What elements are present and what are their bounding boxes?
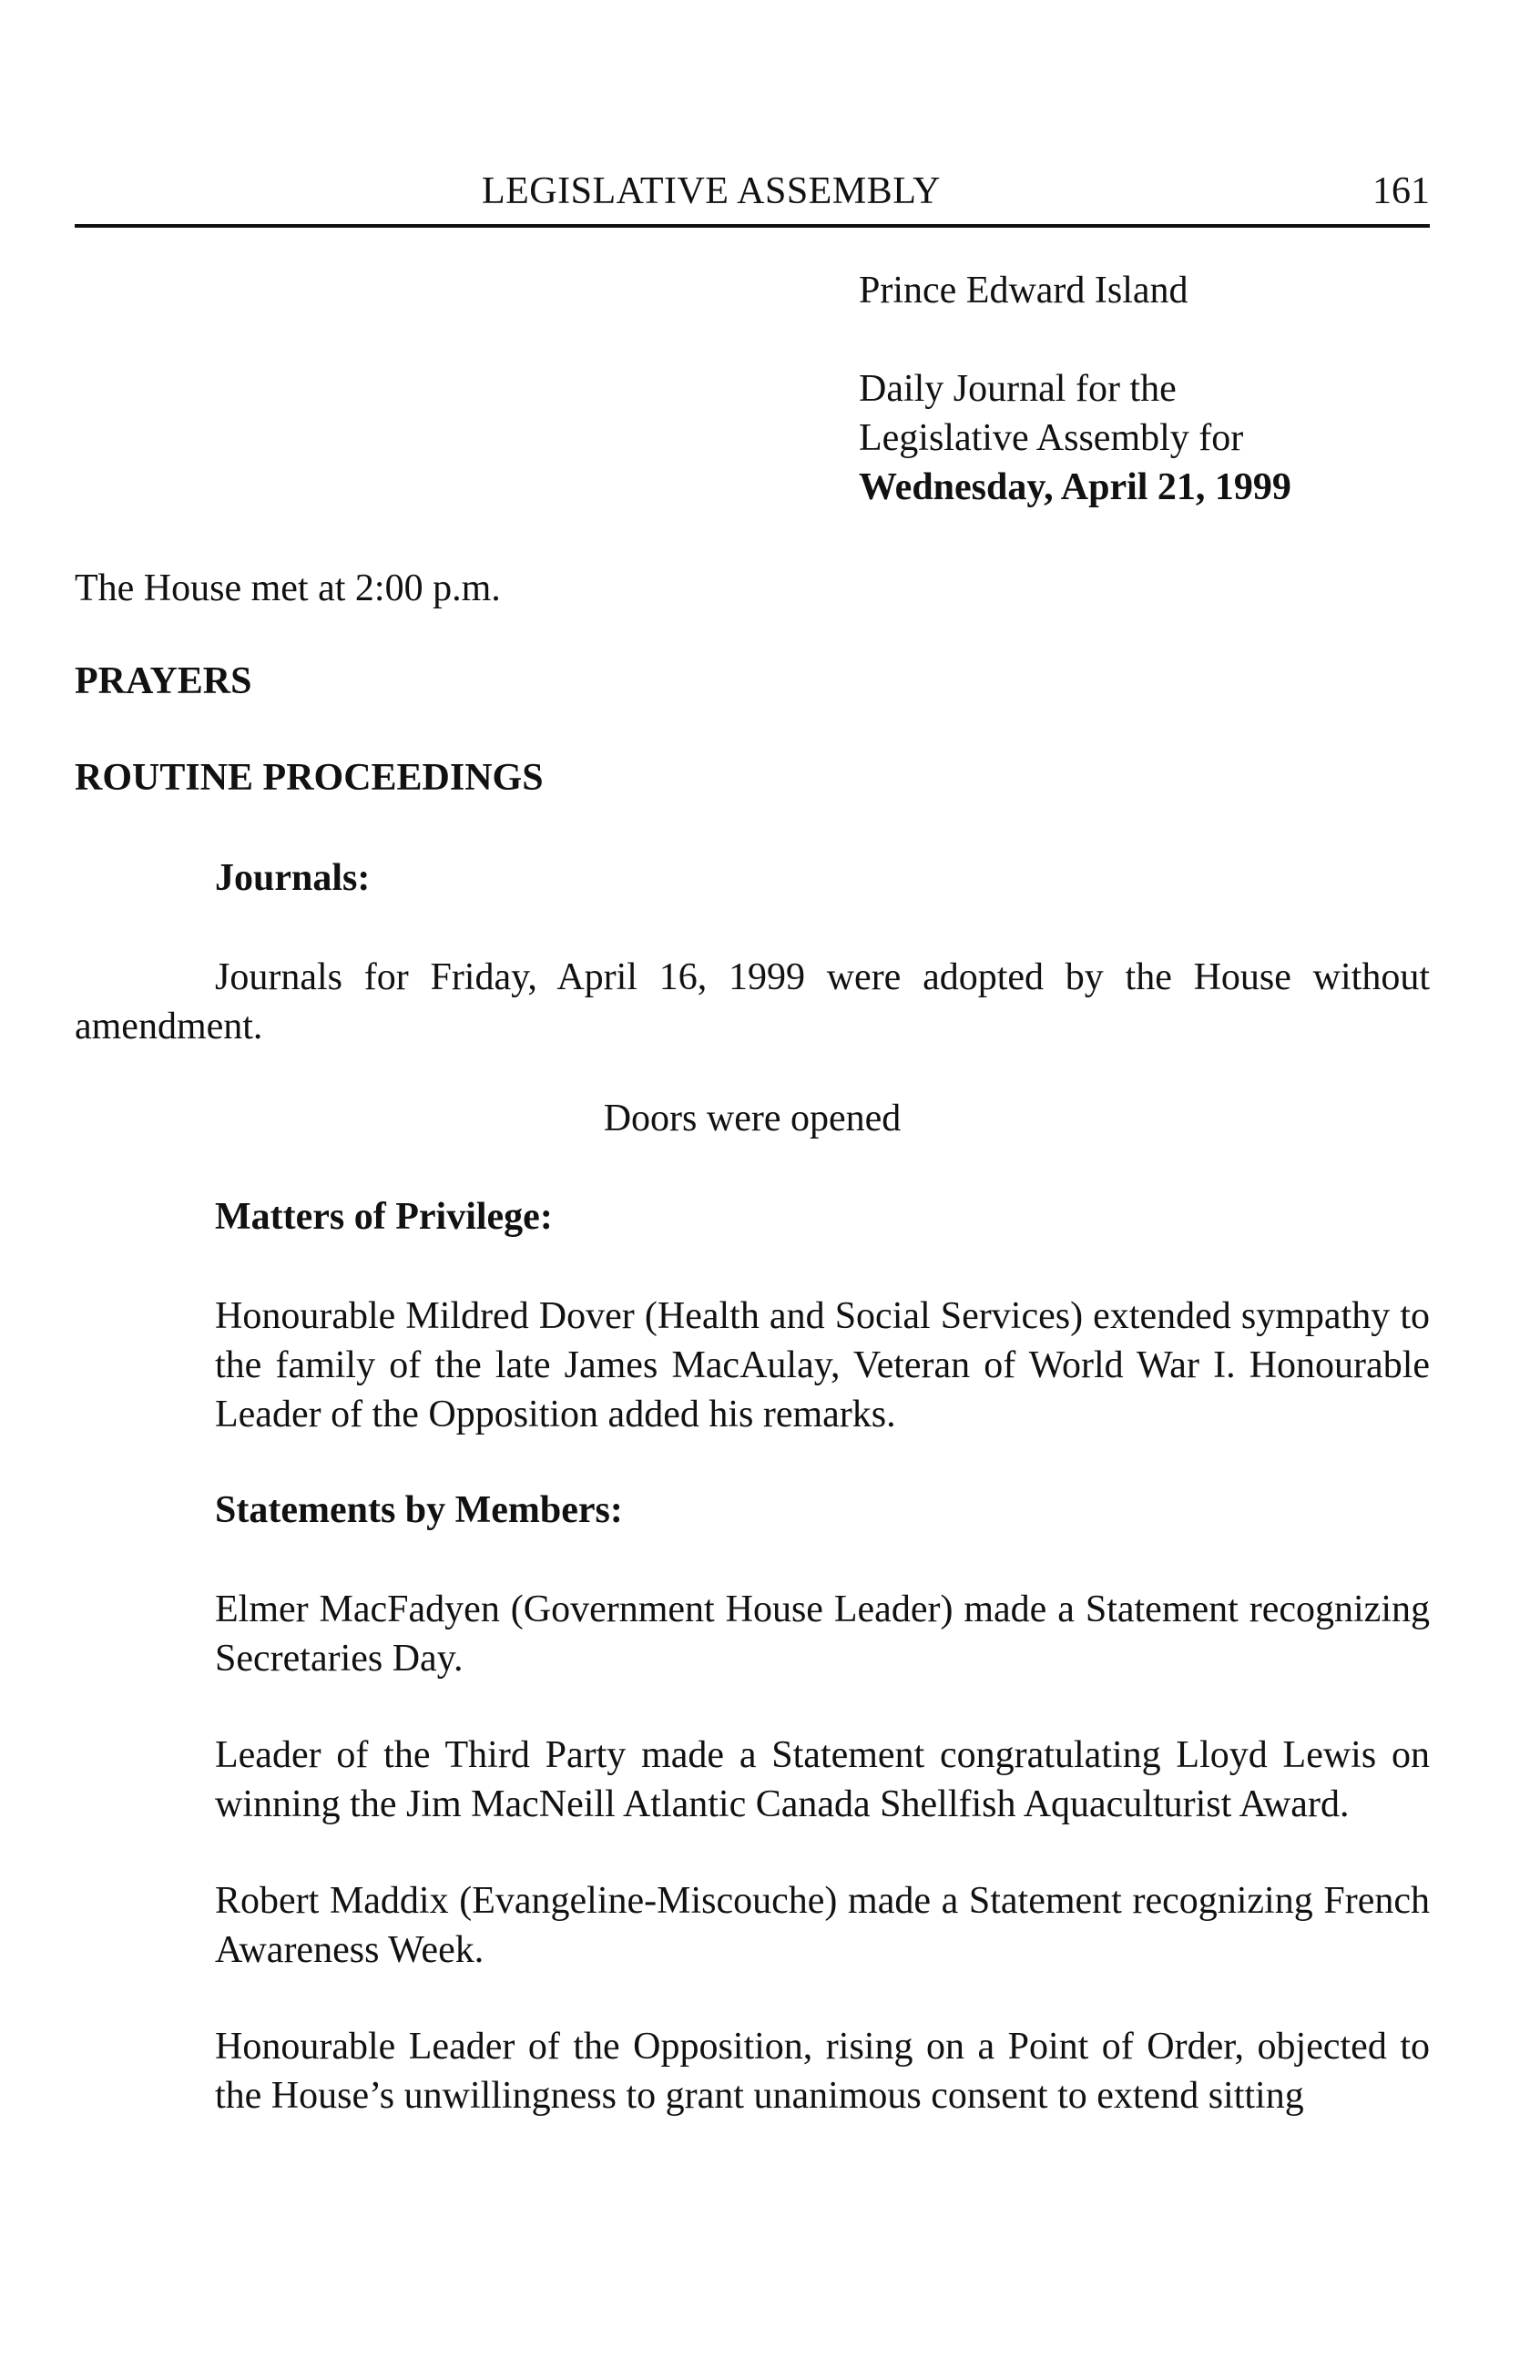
routine-proceedings-heading: ROUTINE PROCEEDINGS (75, 757, 544, 799)
statements-heading: Statements by Members: (215, 1489, 623, 1531)
journal-date: Wednesday, April 21, 1999 (859, 466, 1291, 508)
prayers-heading: PRAYERS (75, 660, 252, 702)
header-title: LEGISLATIVE ASSEMBLY (482, 170, 941, 212)
privilege-paragraph: Honourable Mildred Dover (Health and Social Services) extended sympathy to the family of the late James MacAulay, Veteran of World War I. Honourable Leader of the Opposition added his remarks. (215, 1295, 1430, 1435)
statement-paragraph-4: Honourable Leader of the Opposition, rising on a Point of Order, objected to the House’s unwillingness to grant unanimous consent to extend sitting (215, 2026, 1430, 2117)
page-number: 161 (1372, 170, 1430, 212)
privilege-heading: Matters of Privilege: (215, 1196, 553, 1238)
journal-line-2: Legislative Assembly for (859, 417, 1244, 459)
doors-opened-line: Doors were opened (603, 1098, 902, 1139)
journals-heading: Journals: (215, 857, 371, 899)
province-name: Prince Edward Island (859, 270, 1188, 312)
statement-paragraph-3: Robert Maddix (Evangeline-Miscouche) made a Statement recognizing French Awareness Week. (215, 1880, 1430, 1971)
journal-line-1: Daily Journal for the (859, 368, 1177, 410)
running-header (75, 164, 1430, 228)
spacer (859, 315, 1291, 364)
house-met-line: The House met at 2:00 p.m. (75, 567, 501, 609)
masthead (859, 266, 1291, 512)
journals-paragraph: Journals for Friday, April 16, 1999 were adopted by the House without amendment. (75, 956, 1430, 1047)
statement-paragraph-1: Elmer MacFadyen (Government House Leader) made a Statement recognizing Secretaries Day. (215, 1588, 1430, 1680)
statement-paragraph-2: Leader of the Third Party made a Statement congratulating Lloyd Lewis on winning the Jim MacNeill Atlantic Canada Shellfish Aquaculturist Award. (215, 1734, 1430, 1825)
